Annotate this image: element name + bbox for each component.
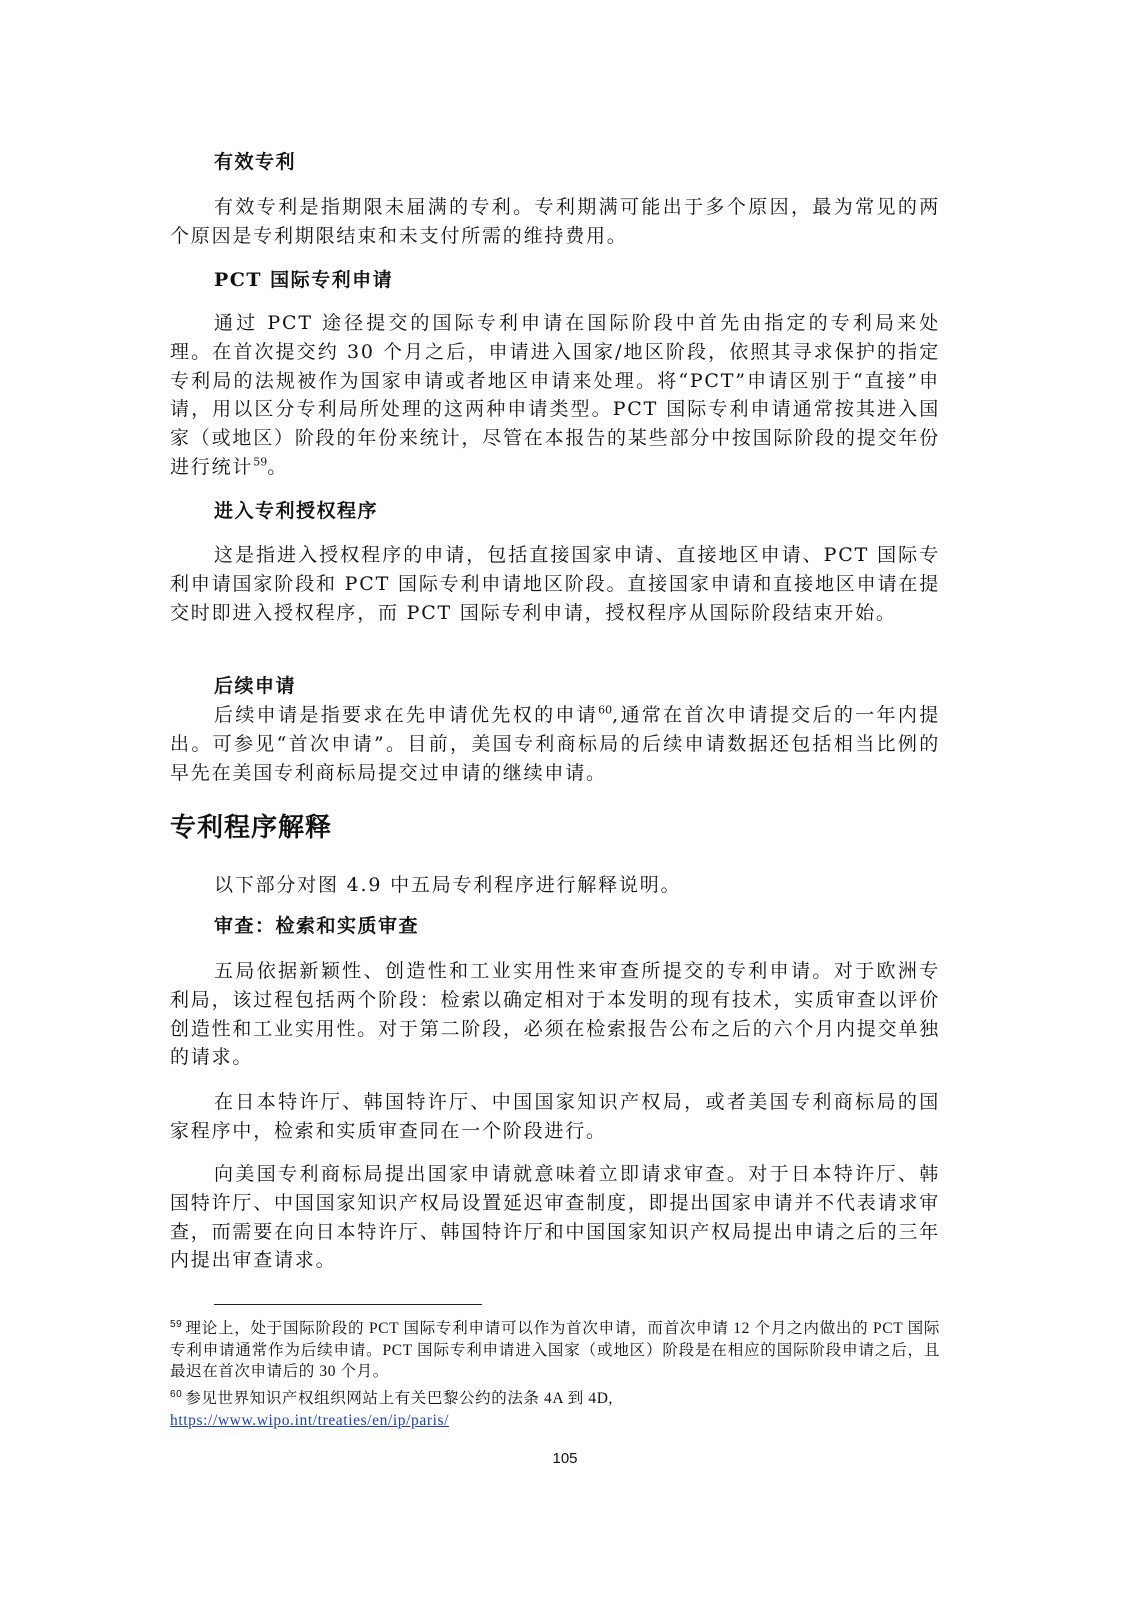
- subsequent-body-text: 后续申请是指要求在先申请优先权的申请: [214, 704, 599, 726]
- footnote-60: [170, 1388, 940, 1431]
- footnote-59: [170, 1318, 940, 1383]
- heading-examination: 审查：检索和实质审查: [214, 915, 420, 937]
- paragraph-examination-3: 向美国专利商标局提出国家申请就意味着立即请求审查。对于日本特许厅、韩国特许厅、中国国家知识产权局设置延迟审查制度，即提出国家申请并不代表请求审查，而需要在向日本特许厅、韩国特许厅和中国国家知识产权局提出申请之后的三年内提出审查请求。: [170, 1163, 940, 1272]
- heading-pct-application: PCT 国际专利申请: [214, 269, 394, 291]
- pct-body-text: 通过 PCT 途径提交的国际专利申请在国际阶段中首先由指定的专利局来处理。在首次提交约 30 个月之后，申请进入国家/地区阶段，依照其寻求保护的指定专利局的法规被作为国家申请或者地区申请来处理。将“PCT”申请区别于“直接”申请，用以区分专利局所处理的这两种申请类型。PCT 国际专利申请通常按其进入国家（或地区）阶段的年份来统计，尽管在本报告的某些部分中按国际阶段的提交年份进行统计: [170, 312, 940, 478]
- heading-subsequent-application: 后续申请: [214, 675, 297, 697]
- paragraph-effective-patent: 有效专利是指期限未届满的专利。专利期满可能出于多个原因，最为常见的两个原因是专利期限结束和未支付所需的维持费用。: [170, 196, 940, 247]
- paragraph-pct-application: [170, 309, 940, 482]
- footnote-text: 参见世界知识产权组织网站上有关巴黎公约的法条 4A 到 4D,: [185, 1390, 613, 1407]
- paragraph-examination-2: 在日本特许厅、韩国特许厅、中国国家知识产权局，或者美国专利商标局的国家程序中，检索和实质审查同在一个阶段进行。: [170, 1091, 940, 1142]
- footnote-ref-60[interactable]: 60: [598, 703, 613, 717]
- heading-grant-procedure: 进入专利授权程序: [214, 500, 379, 522]
- paragraph-procedure-intro: 以下部分对图 4.9 中五局专利程序进行解释说明。: [214, 874, 682, 896]
- section-title-procedure: 专利程序解释: [170, 813, 333, 843]
- subsequent-body-end: ,通常在首次申请提交后的一年内提出。可参见“首次申请”。目前，美国专利商标局的后续申请数据还包括相当比例的早先在美国专利商标局提交过申请的继续申请。: [170, 704, 941, 784]
- heading-effective-patent: 有效专利: [214, 151, 297, 173]
- page-number: 105: [552, 1450, 578, 1467]
- footnote-text: 理论上，处于国际阶段的 PCT 国际专利申请可以作为首次申请，而首次申请 12 个月之内做出的 PCT 国际专利申请通常作为后续申请。PCT 国际专利申请进入国家（或地区）阶段是在相应的国际阶段申请之后，且最迟在首次申请后的 30 个月。: [170, 1320, 940, 1381]
- footnote-link[interactable]: https://www.wipo.int/treaties/en/ip/paris/: [170, 1411, 450, 1429]
- footnote-separator: [214, 1304, 482, 1305]
- paragraph-examination-1: 五局依据新颖性、创造性和工业实用性来审查所提交的专利申请。对于欧洲专利局，该过程包括两个阶段：检索以确定相对于本发明的现有技术，实质审查以评价创造性和工业实用性。对于第二阶段，必须在检索报告公布之后的六个月内提交单独的请求。: [170, 960, 940, 1069]
- footnote-number: 60: [170, 1388, 183, 1400]
- paragraph-subsequent-application: [170, 701, 940, 787]
- paragraph-grant-procedure: 这是指进入授权程序的申请，包括直接国家申请、直接地区申请、PCT 国际专利申请国家阶段和 PCT 国际专利申请地区阶段。直接国家申请和直接地区申请在提交时即进入授权程序，而 PCT 国际专利申请，授权程序从国际阶段结束开始。: [170, 544, 940, 624]
- footnote-number: 59: [170, 1318, 183, 1330]
- footnote-ref-59[interactable]: 59: [253, 455, 268, 469]
- pct-body-end: 。: [267, 455, 289, 478]
